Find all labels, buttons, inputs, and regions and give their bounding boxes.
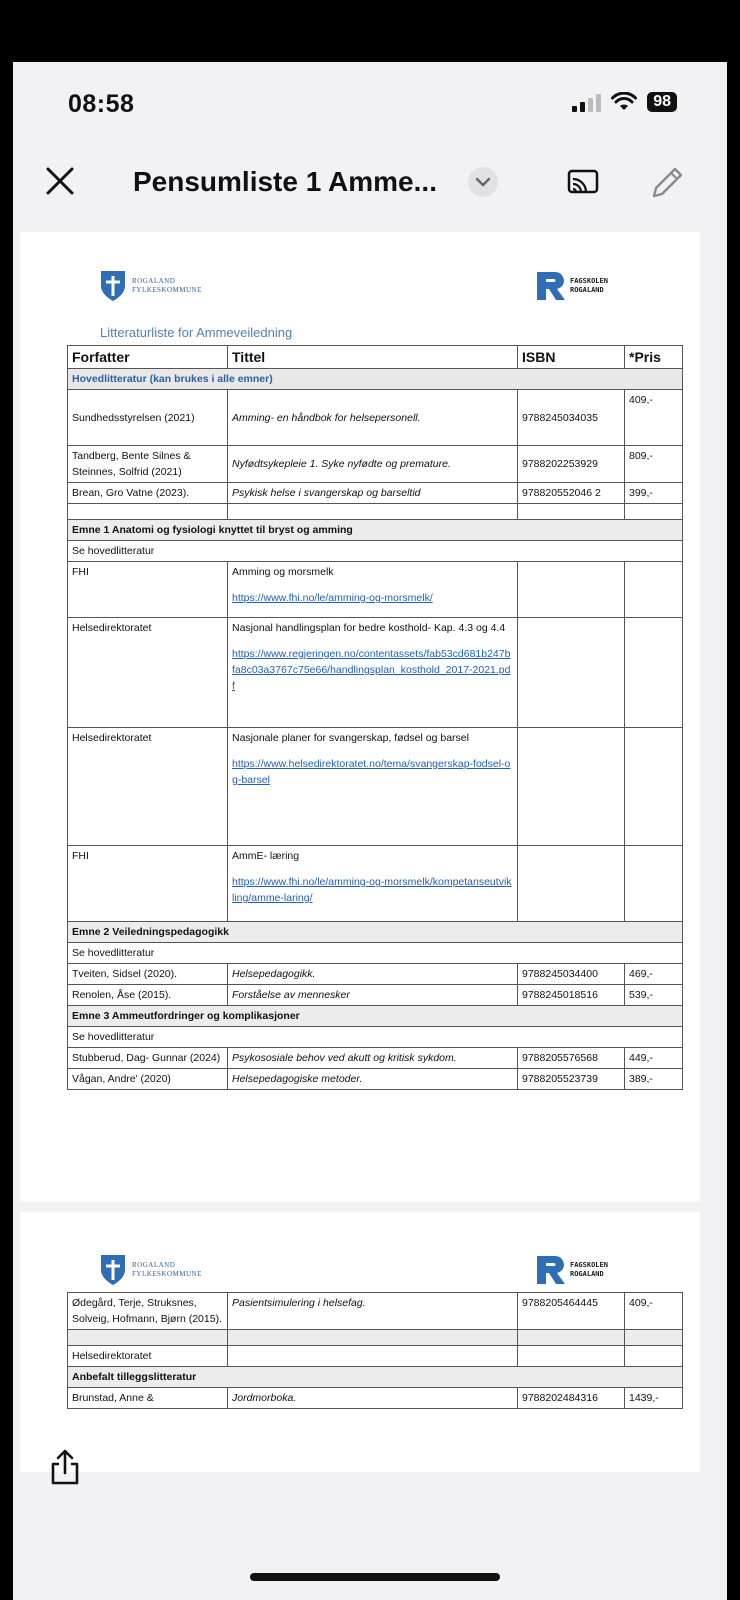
resource-link[interactable]: https://www.fhi.no/le/amming-og-morsmelk/kompetanseutvikling/amme-laring/ — [232, 876, 512, 904]
cell-isbn: 9788245034035 — [518, 390, 625, 446]
cell-title: Helsepedagogikk. — [228, 964, 518, 985]
table-row — [68, 618, 683, 728]
resource-title: AmmE- læring — [232, 850, 300, 862]
cell-author: Tveiten, Sidsel (2020). — [68, 964, 228, 985]
table-row — [68, 483, 683, 504]
chevron-down-icon[interactable] — [468, 167, 498, 197]
cell-title — [228, 562, 518, 618]
cell-author: Helsedirektoratet — [68, 728, 228, 846]
cell-title: Helsepedagogiske metoder. — [228, 1069, 518, 1090]
table-row — [68, 390, 683, 446]
phone-screen — [13, 62, 727, 1600]
document-page-1[interactable] — [20, 232, 700, 1202]
document-page-2[interactable] — [20, 1212, 700, 1472]
see-main-literature: Se hovedlitteratur — [68, 541, 683, 562]
cell-isbn: 9788205523739 — [518, 1069, 625, 1090]
logo-left-line1: ROGALAND — [132, 1261, 176, 1269]
logo-right-line1: FAGSKOLEN — [570, 1261, 608, 1269]
logo-left-line1: ROGALAND — [132, 277, 176, 285]
section-row — [68, 1006, 683, 1027]
cell-price: 409,- — [625, 1293, 683, 1330]
section-row — [68, 922, 683, 943]
table-row — [68, 943, 683, 964]
cell-author: Helsedirektoratet — [68, 1346, 228, 1367]
rogaland-fylkeskommune-logo — [100, 270, 202, 302]
empty-row — [68, 504, 683, 520]
cell-price: 809,- — [625, 446, 683, 483]
cell-title: Pasientsimulering i helsefag. — [228, 1293, 518, 1330]
cell-price: 469,- — [625, 964, 683, 985]
table-row — [68, 728, 683, 846]
cell-price: 449,- — [625, 1048, 683, 1069]
cast-icon[interactable] — [566, 168, 600, 196]
battery-indicator: 98 — [647, 92, 677, 112]
wifi-icon — [611, 92, 637, 112]
cell-title: Psykisk helse i svangerskap og barseltid — [228, 483, 518, 504]
cell-author: Tandberg, Bente Silnes & Steinnes, Solfrid (2021) — [68, 446, 228, 483]
table-row — [68, 985, 683, 1006]
empty-row — [68, 1330, 683, 1346]
resource-link[interactable]: https://www.helsedirektoratet.no/tema/svangerskap-fodsel-og-barsel — [232, 758, 511, 786]
cell-price: 399,- — [625, 483, 683, 504]
see-main-literature: Se hovedlitteratur — [68, 943, 683, 964]
cell-title — [228, 846, 518, 922]
logo-right-line1: FAGSKOLEN — [570, 277, 608, 285]
resource-title: Nasjonale planer for svangerskap, fødsel og barsel — [232, 732, 469, 744]
cell-author: Stubberud, Dag- Gunnar (2024) — [68, 1048, 228, 1069]
table-row — [68, 846, 683, 922]
cell-author: Vågan, Andre' (2020) — [68, 1069, 228, 1090]
cell-author: Brean, Gro Vatne (2023). — [68, 483, 228, 504]
cell-author: Ødegård, Terje, Struksnes, Solveig, Hofmann, Bjørn (2015). — [68, 1293, 228, 1330]
header-title: Tittel — [228, 346, 518, 369]
signal-icon — [572, 92, 601, 112]
close-icon[interactable] — [43, 164, 77, 198]
logo-right-line2: ROGALAND — [570, 286, 604, 294]
cell-price: 539,- — [625, 985, 683, 1006]
fagskolen-rogaland-logo — [535, 1254, 608, 1286]
cell-author: Brunstad, Anne & — [68, 1388, 228, 1409]
section-row — [68, 369, 683, 390]
literature-table-continued — [67, 1292, 683, 1409]
status-icons — [572, 92, 677, 112]
home-indicator[interactable] — [250, 1573, 500, 1581]
table-row — [68, 446, 683, 483]
cell-isbn: 9788205464445 — [518, 1293, 625, 1330]
cell-title: Amming- en håndbok for helsepersonell. — [228, 390, 518, 446]
header-isbn: ISBN — [518, 346, 625, 369]
cell-isbn: 9788245018516 — [518, 985, 625, 1006]
logo-left-line2: FYLKESKOMMUNE — [132, 1270, 202, 1278]
status-time: 08:58 — [68, 90, 135, 118]
cell-price: 389,- — [625, 1069, 683, 1090]
table-row — [68, 1293, 683, 1330]
section-row — [68, 1367, 683, 1388]
cell-title — [228, 728, 518, 846]
cell-price: 1439,- — [625, 1388, 683, 1409]
section-main-literature: Hovedlitteratur (kan brukes i alle emner) — [68, 369, 683, 390]
cell-author: FHI — [68, 846, 228, 922]
resource-link[interactable]: https://www.regjeringen.no/contentassets/fab53cd681b247bfa8c03a3767c75e66/handlingsplan_kosthold_2017-2021.pdf — [232, 648, 511, 692]
table-row — [68, 1346, 683, 1367]
cell-title — [228, 618, 518, 728]
cell-author: Renolen, Åse (2015). — [68, 985, 228, 1006]
cell-author: Helsedirektoratet — [68, 618, 228, 728]
logo-left-line2: FYLKESKOMMUNE — [132, 286, 202, 294]
literature-table — [67, 345, 683, 1090]
fagskolen-rogaland-logo — [535, 270, 608, 302]
section-emne-2: Emne 2 Veiledningspedagogikk — [68, 922, 683, 943]
pencil-icon[interactable] — [648, 164, 686, 202]
cell-isbn: 9788205576568 — [518, 1048, 625, 1069]
share-icon[interactable] — [48, 1447, 82, 1487]
cell-title: Psykososiale behov ved akutt og kritisk sykdom. — [228, 1048, 518, 1069]
see-main-literature: Se hovedlitteratur — [68, 1027, 683, 1048]
resource-link[interactable]: https://www.fhi.no/le/amming-og-morsmelk/ — [232, 592, 433, 604]
logo-right-line2: ROGALAND — [570, 1270, 604, 1278]
table-header-row — [68, 346, 683, 369]
cell-title: Jordmorboka. — [228, 1388, 518, 1409]
header-author: Forfatter — [68, 346, 228, 369]
cell-isbn: 978820552046 2 — [518, 483, 625, 504]
table-row — [68, 1027, 683, 1048]
table-row — [68, 541, 683, 562]
section-emne-1: Emne 1 Anatomi og fysiologi knyttet til bryst og amming — [68, 520, 683, 541]
cell-price: 409,- — [625, 390, 683, 446]
cell-title: Forståelse av mennesker — [228, 985, 518, 1006]
rogaland-fylkeskommune-logo — [100, 1254, 202, 1286]
header-price: *Pris — [625, 346, 683, 369]
cell-author: FHI — [68, 562, 228, 618]
cell-isbn: 9788202484316 — [518, 1388, 625, 1409]
table-row — [68, 964, 683, 985]
cell-isbn: 9788245034400 — [518, 964, 625, 985]
cell-isbn: 9788202253929 — [518, 446, 625, 483]
doc-heading: Litteraturliste for Ammeveiledning — [100, 325, 293, 340]
table-row — [68, 1069, 683, 1090]
section-row — [68, 520, 683, 541]
resource-title: Nasjonal handlingsplan for bedre kosthold- Kap. 4.3 og 4.4 — [232, 622, 506, 634]
table-row — [68, 1048, 683, 1069]
document-title: Pensumliste 1 Amme... — [133, 166, 437, 197]
cell-author: Sundhedsstyrelsen (2021) — [68, 390, 228, 446]
resource-title: Amming og morsmelk — [232, 566, 334, 578]
table-row — [68, 562, 683, 618]
table-row — [68, 1388, 683, 1409]
section-emne-3: Emne 3 Ammeutfordringer og komplikasjoner — [68, 1006, 683, 1027]
section-extra-literature: Anbefalt tilleggslitteratur — [68, 1367, 683, 1388]
cell-title: Nyfødtsykepleie 1. Syke nyfødte og premature. — [228, 446, 518, 483]
